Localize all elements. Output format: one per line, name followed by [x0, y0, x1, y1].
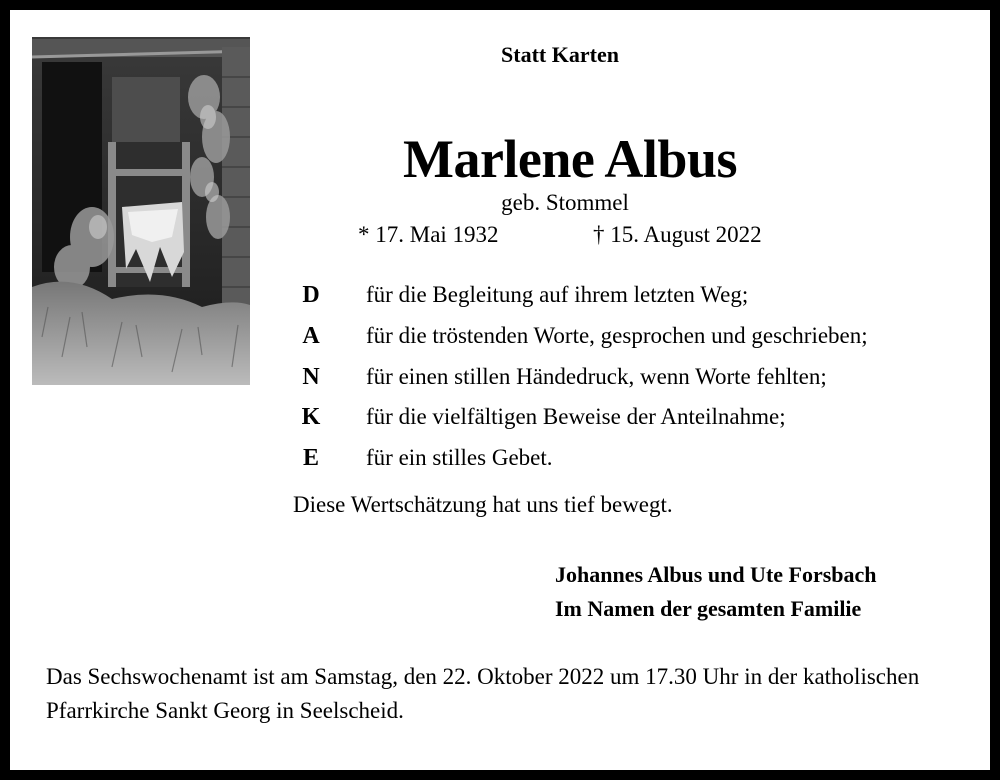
thanks-line: für ein stilles Gebet.	[366, 445, 553, 470]
thanks-line: für die Begleitung auf ihrem letzten Weg;	[366, 282, 749, 307]
mass-notice: Das Sechswochenamt ist am Samstag, den 22. Oktober 2022 um 17.30 Uhr in der katholischen Pfarrkirche Sankt Georg in Seelscheid.	[46, 664, 920, 723]
birth-date: * 17. Mai 1932	[358, 222, 499, 247]
closing-sentence: Diese Wertschätzung hat uns tief bewegt.	[293, 492, 673, 517]
obituary-card	[10, 10, 990, 770]
birth-name: geb. Stommel	[501, 190, 629, 215]
acrostic-letter: N	[302, 364, 320, 390]
acrostic-letter: K	[301, 404, 321, 430]
acrostic-letter: E	[302, 445, 319, 471]
death-date: † 15. August 2022	[593, 222, 762, 247]
deceased-name: Marlene Albus	[402, 129, 737, 189]
signature-names: Johannes Albus und Ute Forsbach	[555, 562, 877, 587]
thanks-line: für die vielfältigen Beweise der Anteilnahme;	[366, 404, 786, 429]
acrostic-letter: A	[302, 323, 320, 349]
statt-karten-heading: Statt Karten	[501, 42, 619, 67]
acrostic-letter: D	[302, 282, 320, 308]
signature-family: Im Namen der gesamten Familie	[555, 596, 862, 621]
thanks-line: für die tröstenden Worte, gesprochen und geschrieben;	[366, 323, 868, 348]
thanks-line: für einen stillen Händedruck, wenn Worte fehlten;	[366, 364, 827, 389]
